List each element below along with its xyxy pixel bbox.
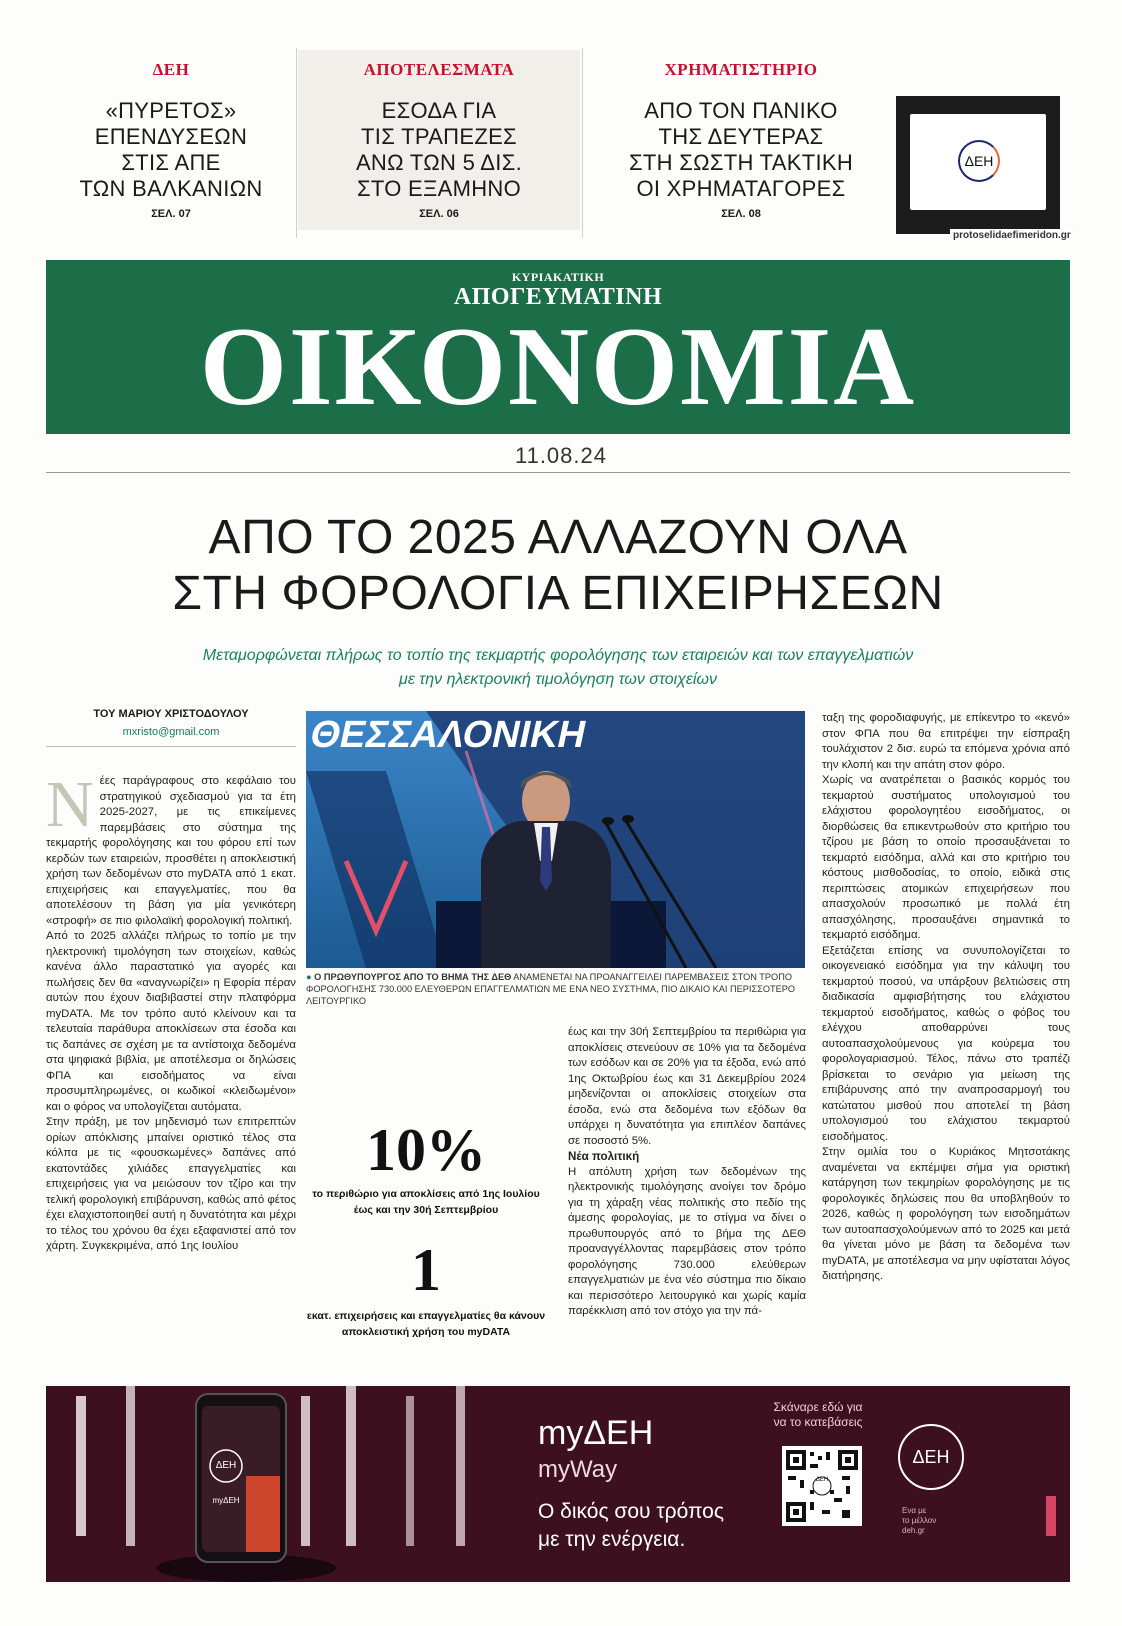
divider bbox=[296, 48, 297, 238]
ad-small-print: Ενα με το μέλλον deh.gr bbox=[902, 1506, 937, 1535]
teaser-headline: «ΠΥΡΕΤΟΣ» ΕΠΕΝΔΥΣΕΩΝ ΣΤΙΣ ΑΠΕ ΤΩΝ ΒΑΛΚΑΝΙΩΝ bbox=[79, 98, 263, 201]
qr-logo: ΔΕΗ bbox=[815, 1477, 829, 1483]
teaser-kicker: ΧΡΗΜΑΤΙΣΤΗΡΙΟ bbox=[664, 60, 818, 79]
ad-tagline: myWay bbox=[538, 1456, 618, 1483]
phone-label: myΔΕΗ bbox=[212, 1496, 240, 1505]
issue-date: 11.08.24 bbox=[514, 443, 607, 468]
deh-ad-box[interactable] bbox=[896, 96, 1060, 234]
byline: ΤΟΥ ΜΑΡΙΟΥ ΧΡΙΣΤΟΔΟΥΛΟΥ bbox=[93, 708, 249, 720]
photo-banner-text: ΘΕΣΣΑΛΟΝΙΚΗ bbox=[306, 713, 591, 756]
masthead-apogevmatini: ΑΠΟΓΕΥΜΑΤΙΝΗ bbox=[453, 284, 663, 310]
prime-minister-photo bbox=[306, 711, 805, 968]
section-subhead: Νέα πολιτική bbox=[568, 1150, 640, 1163]
paragraph: Εξετάζεται επίσης να συνυπολογίζεται το οικογενειακό εισόδημα για την κάλυψη του τεκμαρτού ποσού, να υπάρξουν βελτιώσεις στη διαδικασία αμφισβήτησης του ελάχιστου τεκμαρτού εισοδήματος, καθώς ο φόβος του ελέγχου αποθαρρύνει τους αυτοαπασχολούμενους για κούρεμα του φορολογαριασμού. Τέλος, πάνω στο τραπέζι βρίσκεται το σενάριο για μείωση της επιβάρυνσης από την αναπροσαρμογή του κατώτατου μισθού που αποτελεί τη βάση υπολογισμού του ελάχιστου τεκμαρτού εισοδήματος. bbox=[822, 944, 1070, 1143]
paragraph: Στην ομιλία του ο Κυριάκος Μητσοτάκης αναμένεται να εκπέμψει σήμα για οριστική κατάργηση των τεκμηρίων φορολόγησης με τις φορολογικές δηλώσεις που θα υποβληθούν το 2026, καθώς η φορολόγηση των εισοδημάτων των αυτοαπασχολούμενων από το 2025 και μετά θα γίνεται μόνο με βάση τα δεδομένα των myDATA, με αποτέλεσμα να μην υφίσταται λόγος διατήρησης. bbox=[822, 1146, 1070, 1282]
drop-cap: Ν bbox=[46, 768, 94, 841]
masthead-kyriakatiki: ΚΥΡΙΑΚΑΤΙΚΗ bbox=[511, 270, 605, 284]
article-column-1 bbox=[46, 768, 296, 1255]
divider bbox=[582, 48, 583, 238]
ad-slogan: Ο δικός σου τρόπος με την ενέργεια. bbox=[538, 1500, 724, 1551]
article-column-3 bbox=[568, 1025, 806, 1320]
paragraph: Στην πράξη, με τον μηδενισμό των επιτρεπτών ορίων απόκλισης μπαίνει οριστικό τέλος στα κόλπα με τις «φουσκωμένες» δαπάνες από εκατοντάδες χιλιάδες επαγγελματίες και επιχειρήσεις για να μειώσουν τον τζίρο και την τελική φορολογική επιβάρυνση, καθώς από φέτος έχει ελαχιστοποιηθεί αυτή η δυνατότητα και μέχρι το τέλος του χρόνου θα έχει εξαφανιστεί από τον χάρτη. Συγκεκριμένα, από 1ης Ιουλίου bbox=[46, 1116, 296, 1252]
teaser-kicker: ΔΕΗ bbox=[152, 60, 190, 79]
deh-logo-ring bbox=[898, 1424, 964, 1490]
teaser-xrimatistirio[interactable] bbox=[596, 50, 886, 230]
stat-percentage: 10% bbox=[366, 1117, 486, 1183]
paragraph: Η απόλυτη χρήση των δεδομένων της ηλεκτρονικής τιμολόγησης ανοίγει τον δρόμο για τη χάραξη νέας πολιτικής στο πεδίο της άμεσης φορολογίας, με το στίγμα να δίνει ο πρωθυπουργός από το βήμα της ΔΕΘ προαναγγέλλοντας παρεμβάσεις στον τρόπο φορολόγησης 730.000 ελεύθερων επαγγελματιών με ένα νέο σύστημα πιο δίκαιο και περισσότερο λειτουργικό και χωρίς καμία παρέκκλιση από τον στόχο για την πά- bbox=[568, 1165, 806, 1317]
qr-code[interactable] bbox=[782, 1446, 862, 1526]
phone-logo: ΔΕΗ bbox=[215, 1460, 237, 1471]
source-credit: protoselidaefimeridon.gr bbox=[950, 229, 1074, 242]
subheadline: Μεταμορφώνεται πλήρως το τοπίο της τεκμαρτής φορολόγησης των εταιρειών και των επαγγελματιών με την ηλεκτρονική τιμολόγηση των στοιχείων bbox=[202, 647, 914, 688]
caption-bullet: ● bbox=[306, 972, 312, 982]
teaser-deh[interactable] bbox=[60, 50, 282, 230]
divider bbox=[46, 472, 1070, 473]
stat-percentage-text: το περιθώριο για αποκλίσεις από 1ης Ιουλίου έως και την 30ή Σεπτεμβρίου bbox=[312, 1188, 540, 1216]
stat-million: 1 bbox=[411, 1237, 441, 1303]
paragraph: έως και την 30ή Σεπτεμβρίου τα περιθώρια για αποκλίσεις στενεύουν σε 10% για τα δεδομένα των εσόδων και σε 20% για τα έξοδα, ενώ από 1ης Οκτωβρίου έως και 31 Δεκεμβρίου 2024 μηδενίζονται οι αποκλίσεις στοιχείων στα έσοδα, ενώ στα δεδομένα των εξόδων θα υπάρχει η δυνατότητα για επιπλέον δαπάνες σε ποσοστό 5%. bbox=[568, 1026, 806, 1147]
ad-brand: myΔΕΗ bbox=[538, 1414, 654, 1452]
teaser-headline: ΕΣΟΔΑ ΓΙΑ ΤΙΣ ΤΡΑΠΕΖΕΣ ΑΝΩ ΤΩΝ 5 ΔΙΣ. ΣΤΟ ΕΞΑΜΗΝΟ bbox=[355, 98, 523, 201]
paragraph: έες παράγραφους στο κεφάλαιο του στρατηγικού σχεδιασμού για τα έτη 2025-2027, με τις επικείμενες παρεμβάσεις στο σύστημα της τεκμαρτής φορολόγησης και του φόρου επί των κερδών των εταιρειών, προσθέτει η αποκλειστική χρήση των δεδομένων στο myDATA από 1 εκατ. επιχειρήσεις και επαγγελματίες, που θα αποτελέσουν τη βάση για μία γενικότερη «στροφή» σε πιο φιλολαϊκή φορολογική πολιτική. bbox=[46, 775, 296, 927]
divider bbox=[46, 746, 296, 747]
paragraph: Χωρίς να ανατρέπεται ο βασικός κορμός του τεκμαρτού συστήματος υπολογισμού του ελάχιστου φορολογητέου εισοδήματος, οι διορθώσεις θα επικεντρωθούν στο κριτήριο του τζίρου με βάση το οποίο προσαυξάνεται το τεκμαρτό εισόδημα, αλλά και στο κριτήριο του κόστους μισθοδοσίας, το οποίο, ειδικά στις περιπτώσεις ατομικών επιχειρήσεων που απασχολούν προσωπικό με πολλά έτη απασχόλησης, προσαυξάνει σημαντικά το τεκμαρτό εισόδημα. bbox=[822, 774, 1070, 941]
deh-advertisement[interactable] bbox=[46, 1386, 1070, 1582]
stat-million-text: εκατ. επιχειρήσεις και επαγγελματίες θα κάνουν αποκλειστική χρήση του myDATA bbox=[306, 1310, 546, 1338]
paragraph: ταξη της φοροδιαφυγής, με επίκεντρο το «κενό» στον ΦΠΑ που θα επιτρέψει την είσπραξη τουλάχιστον 2 δισ. ευρώ τα επόμενα χρόνια από την κλοπή και την απάτη στον φόρο. bbox=[822, 712, 1070, 771]
caption-text: ΑΝΑΜΕΝΕΤΑΙ ΝΑ ΠΡΟΑΝΑΓΓΕΙΛΕΙ ΠΑΡΕΜΒΑΣΕΙΣ ΣΤΟΝ ΤΡΟΠΟ ΦΟΡΟΛΟΓΗΣΗΣ 730.000 ΕΛΕΥΘΕΡΩΝ ΕΠΑΓΓΕΛΜΑΤΙΩΝ ΜΕ ΕΝΑ ΝΕΟ ΣΥΣΤΗΜΑ, ΠΙΟ ΔΙΚΑΙΟ ΚΑΙ ΠΕΡΙΣΣΟΤΕΡΟ ΛΕΙΤΟΥΡΓΙΚΟ bbox=[306, 972, 795, 1006]
deh-ad-panel bbox=[910, 114, 1046, 210]
qr-pattern bbox=[786, 1450, 858, 1522]
photo-caption bbox=[306, 971, 805, 1007]
deh-logo: ΔΕΗ bbox=[912, 1446, 950, 1467]
teaser-page: ΣΕΛ. 06 bbox=[419, 208, 459, 220]
article-column-4 bbox=[822, 711, 1070, 1285]
teaser-page: ΣΕΛ. 08 bbox=[721, 208, 761, 220]
deh-logo: ΔΕΗ bbox=[958, 140, 1000, 182]
teaser-apotelesmata[interactable] bbox=[298, 50, 580, 230]
main-headline: ΑΠΟ ΤΟ 2025 ΑΛΛΑΖΟΥΝ ΟΛΑ ΣΤΗ ΦΟΡΟΛΟΓΙΑ ΕΠΙΧΕΙΡΗΣΕΩΝ bbox=[172, 511, 944, 620]
article-photo bbox=[306, 711, 805, 968]
teaser-kicker: ΑΠΟΤΕΛΕΣΜΑΤΑ bbox=[363, 60, 515, 79]
paragraph: Από το 2025 αλλάζει πλήρως το τοπίο με την ηλεκτρονική τιμολόγηση των στοιχείων, καθώς κανένα άλλο παραστατικό για αγορές και πωλήσεις δεν θα «αναγνωρίζει» η Εφορία πέραν αυτών που έχουν διαβιβαστεί στην πλατφόρμα myDATA. Με τον τρόπο αυτό κλείνουν και τα τελευταία παράθυρα αποκλίσεων στα έσοδα και τις δαπάνες σε σχέση με τα αντίστοιχα δεδομένα στα ψηφιακά βιβλία, με αποτέλεσμα οι δηλώσεις ΦΠΑ και εισοδήματος να είναι προσυμπληρωμένες, οι κωδικοί «κλειδωμένοι» και ο φόρος να υπολογίζεται αυτόματα. bbox=[46, 930, 296, 1113]
teaser-page: ΣΕΛ. 07 bbox=[151, 208, 191, 220]
masthead bbox=[46, 260, 1070, 434]
caption-lead: Ο ΠΡΩΘΥΠΟΥΡΓΟΣ ΑΠΟ ΤΟ ΒΗΜΑ ΤΗΣ ΔΕΘ bbox=[314, 972, 512, 982]
teaser-headline: ΑΠΟ ΤΟΝ ΠΑΝΙΚΟ ΤΗΣ ΔΕΥΤΕΡΑΣ ΣΤΗ ΣΩΣΤΗ ΤΑΚΤΙΚΗ ΟΙ ΧΡΗΜΑΤΑΓΟΡΕΣ bbox=[628, 98, 854, 201]
masthead-section-title: ΟΙΚΟΝΟΜΙΑ bbox=[199, 305, 917, 429]
author-email[interactable]: mxristo@gmail.com bbox=[122, 726, 220, 738]
qr-caption: Σκάναρε εδώ για να το κατεβάσεις bbox=[773, 1400, 863, 1429]
